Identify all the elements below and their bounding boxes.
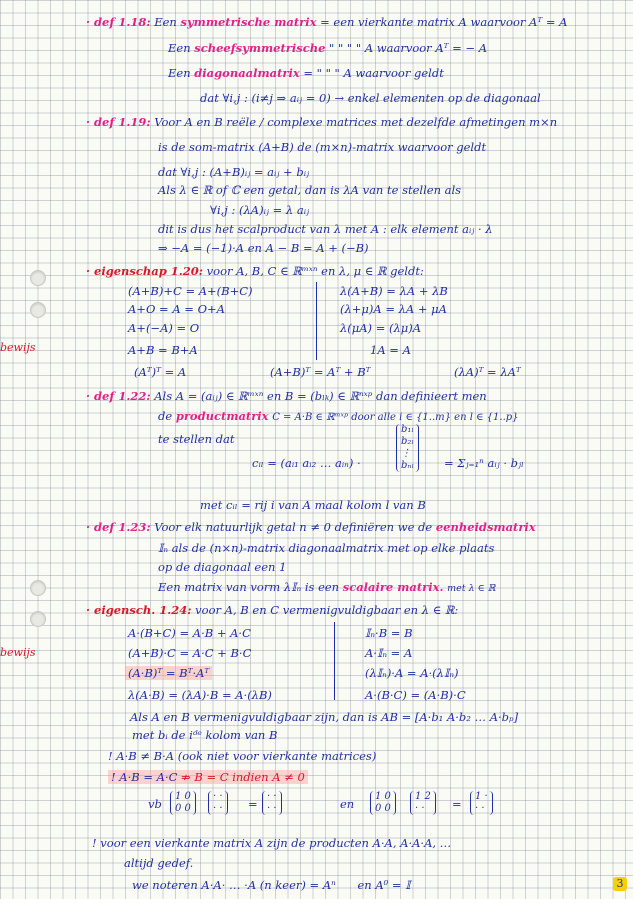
eig-120-left-1: (A+B)+C = A+(B+C) [128, 284, 253, 298]
eig-120-extra-1: (A+B)ᵀ = Aᵀ + Bᵀ [270, 365, 371, 379]
matrix-row: · · [475, 803, 485, 814]
example-matrix [208, 791, 228, 815]
text: Voor elk natuurlijk getal n ≠ 0 definiëren we de [154, 520, 433, 534]
eig-120-header [86, 264, 424, 278]
def-118-line-1 [86, 15, 567, 29]
margin-note: bewijs [0, 646, 36, 659]
text: Een matrix van vorm λ𝕀ₙ is een [158, 580, 340, 594]
eig-124-line-5: Als A en B vermenigvuldigbaar zijn, dan is AB = [A·b₁ A·b₂ … A·bₚ] [130, 710, 519, 724]
term-productmatrix: productmatrix [175, 409, 269, 423]
eig-120-extra-2: (λA)ᵀ = λAᵀ [454, 365, 521, 379]
eig-120-right-1: λ(A+B) = λA + λB [340, 284, 448, 298]
text: = een vierkante matrix A waarvoor Aᵀ = A [320, 15, 568, 29]
def-119-line-5: ∀i,j : (λA)ᵢⱼ = λ aᵢⱼ [210, 203, 310, 217]
text: de [158, 409, 173, 423]
matrix-row: 1 · [475, 791, 488, 802]
equals-sign: = [452, 797, 462, 811]
eig-120-left-2: A+O = A = O+A [128, 302, 225, 316]
term-diagonal: diagonaalmatrix [194, 66, 300, 80]
example-matrix [370, 791, 396, 815]
def-119-line-3: dat ∀i,j : (A+B)ᵢⱼ = aᵢⱼ + bᵢⱼ [158, 165, 310, 179]
eig-124-right-3: (λ𝕀ₙ)·A = A·(λ𝕀ₙ) [365, 666, 459, 680]
text: met λ ∈ ℝ [447, 583, 496, 594]
def-119-line-2: is de som-matrix (A+B) de (m×n)-matrix waarvoor geldt [158, 140, 487, 154]
vector-entry: ⋮ [401, 448, 411, 459]
example-matrix [170, 791, 196, 815]
def-119-label: · def 1.19: [86, 115, 151, 129]
matrix-row: 1 0 [175, 791, 191, 802]
eig-124-left-2: (A+B)·C = A·C + B·C [128, 646, 252, 660]
eig-124-right-4: A·(B·C) = (A·B)·C [365, 688, 466, 702]
margin-note: bewijs [0, 341, 36, 354]
matrix-row: · · [267, 803, 277, 814]
column-divider [334, 622, 335, 700]
vector-entry: b₂ₗ [401, 436, 414, 447]
column-vector [396, 424, 419, 472]
binder-hole [30, 611, 46, 627]
eig-124-warning-2 [108, 770, 308, 784]
matrix-row: · · [213, 803, 223, 814]
matrix-row: 1 0 [375, 791, 391, 802]
def-118-line-3 [168, 66, 444, 80]
page-number: 3 [613, 877, 627, 891]
def-122-formula-right: = Σⱼ₌₁ⁿ aᵢⱼ · bⱼₗ [444, 456, 524, 470]
text: en A⁰ = 𝕀 [357, 878, 411, 892]
eig-124-label: · eigensch. 1.24: [86, 603, 192, 617]
matrix-row: · · [213, 791, 223, 802]
text: Als A = (aᵢⱼ) ∈ ℝᵐˣⁿ en B = (bₗₖ) ∈ ℝⁿˣᵖ dan definieert men [154, 389, 487, 403]
eig-124-right-1: 𝕀ₙ·B = B [365, 626, 413, 640]
eig-124-header [86, 603, 458, 617]
vector-entry: b₁ₗ [401, 424, 414, 435]
def-119-line-7: ⇒ −A = (−1)·A en A − B = A + (−B) [158, 241, 369, 255]
def-119-line-4: Als λ ∈ ℝ of ℂ een getal, dan is λA van te stellen als [158, 183, 462, 197]
eig-120-right-3: λ(μA) = (λμ)A [340, 321, 422, 335]
term-skew: scheefsymmetrische [194, 41, 326, 55]
def-122-line-3: te stellen dat [158, 432, 235, 446]
text: we noteren A·A· … ·A (n keer) = Aⁿ [132, 878, 336, 892]
def-118-line-2 [168, 41, 487, 55]
text: Voor A en B reële / complexe matrices met dezelfde afmetingen m×n [154, 115, 558, 129]
text: voor A, B, C ∈ ℝᵐˣⁿ en λ, μ ∈ ℝ geldt: [206, 264, 424, 278]
matrix-row: 0 0 [175, 803, 191, 814]
binder-hole [30, 580, 46, 596]
term-identity: eenheidsmatrix [435, 520, 536, 534]
text: voor A, B en C vermenigvuldigbaar en λ ∈ ℝ: [195, 603, 459, 617]
eig-120-right-2: (λ+μ)A = λA + μA [340, 302, 447, 316]
def-123-line-3: op de diagonaal een 1 [158, 560, 287, 574]
def-122-line-2 [158, 409, 519, 425]
matrix-row: · · [267, 791, 277, 802]
eig-124-left-4: λ(A·B) = (λA)·B = A·(λB) [128, 688, 272, 702]
eig-124-right-2: A·𝕀ₙ = A [365, 646, 413, 660]
text: C = A·B ∈ ℝᵐˣᵖ door alle i ∈ {1..m} en l ∈ {1..p} [272, 412, 519, 423]
vector-entry: bₙₗ [401, 460, 414, 471]
footer-line-2: altijd gedef. [124, 856, 194, 870]
example-matrix [262, 791, 282, 815]
def-123-line-4 [158, 580, 496, 596]
eig-120-label: · eigenschap 1.20: [86, 264, 203, 278]
eig-124-line-6: met bᵢ de iᵈᵉ kolom van B [132, 728, 278, 742]
equals-sign: = [248, 797, 258, 811]
def-122-formula-left: cᵢₗ = (aᵢ₁ aᵢ₂ … aᵢₙ) · [252, 456, 361, 470]
matrix-row: 0 0 [375, 803, 391, 814]
def-123-label: · def 1.23: [86, 520, 151, 534]
text: = " " " A waarvoor geldt [303, 66, 444, 80]
text: Een [154, 15, 177, 29]
def-122-label: · def 1.22: [86, 389, 151, 403]
text: " " " " A waarvoor Aᵀ = − A [329, 41, 488, 55]
eig-120-right-4: 1A = A [370, 343, 411, 357]
binder-hole [30, 302, 46, 318]
term-scalar: scalaire matrix. [342, 580, 444, 594]
eig-124-warning-1: ! A·B ≠ B·A (ook niet voor vierkante matrices) [108, 749, 377, 763]
def-118-label: · def 1.18: [86, 15, 151, 29]
binder-hole [30, 270, 46, 286]
footer-line-1: ! voor een vierkante matrix A zijn de producten A·A, A·A·A, … [92, 836, 452, 850]
example-label: vb [148, 797, 162, 811]
example-en: en [340, 797, 355, 811]
text: Een [168, 66, 191, 80]
def-123-line-2: 𝕀ₙ als de (n×n)-matrix diagonaalmatrix met op elke plaats [158, 541, 495, 555]
eig-120-left-5: (Aᵀ)ᵀ = A [134, 365, 187, 379]
footer-line-3 [132, 878, 411, 892]
eig-124-left-1: A·(B+C) = A·B + A·C [128, 626, 251, 640]
text: ⇏ B = C indien A ≠ 0 [181, 770, 305, 784]
text: ! A·B = A·C [111, 770, 178, 784]
matrix-row: 1 2 [415, 791, 431, 802]
example-matrix [410, 791, 436, 815]
def-118-line-4: dat ∀i,j : (i≠j ⇒ aᵢⱼ = 0) → enkel elementen op de diagonaal [200, 91, 541, 105]
term-symmetric: symmetrische matrix [180, 15, 317, 29]
eig-120-left-3: A+(−A) = O [128, 321, 200, 335]
example-matrix [470, 791, 493, 815]
def-122-line-1 [86, 389, 487, 403]
matrix-row: · · [415, 803, 425, 814]
text: Een [168, 41, 191, 55]
column-divider [316, 282, 317, 360]
def-119-line-1 [86, 115, 557, 129]
def-119-line-6: dit is dus het scalproduct van λ met A : elk element aᵢⱼ · λ [158, 222, 493, 236]
eig-120-left-4: A+B = B+A [128, 343, 198, 357]
def-122-line-4: met cᵢₗ = rij i van A maal kolom l van B [200, 498, 426, 512]
def-123-line-1 [86, 520, 536, 534]
eig-124-left-3: (A·B)ᵀ = Bᵀ·Aᵀ [125, 666, 212, 680]
